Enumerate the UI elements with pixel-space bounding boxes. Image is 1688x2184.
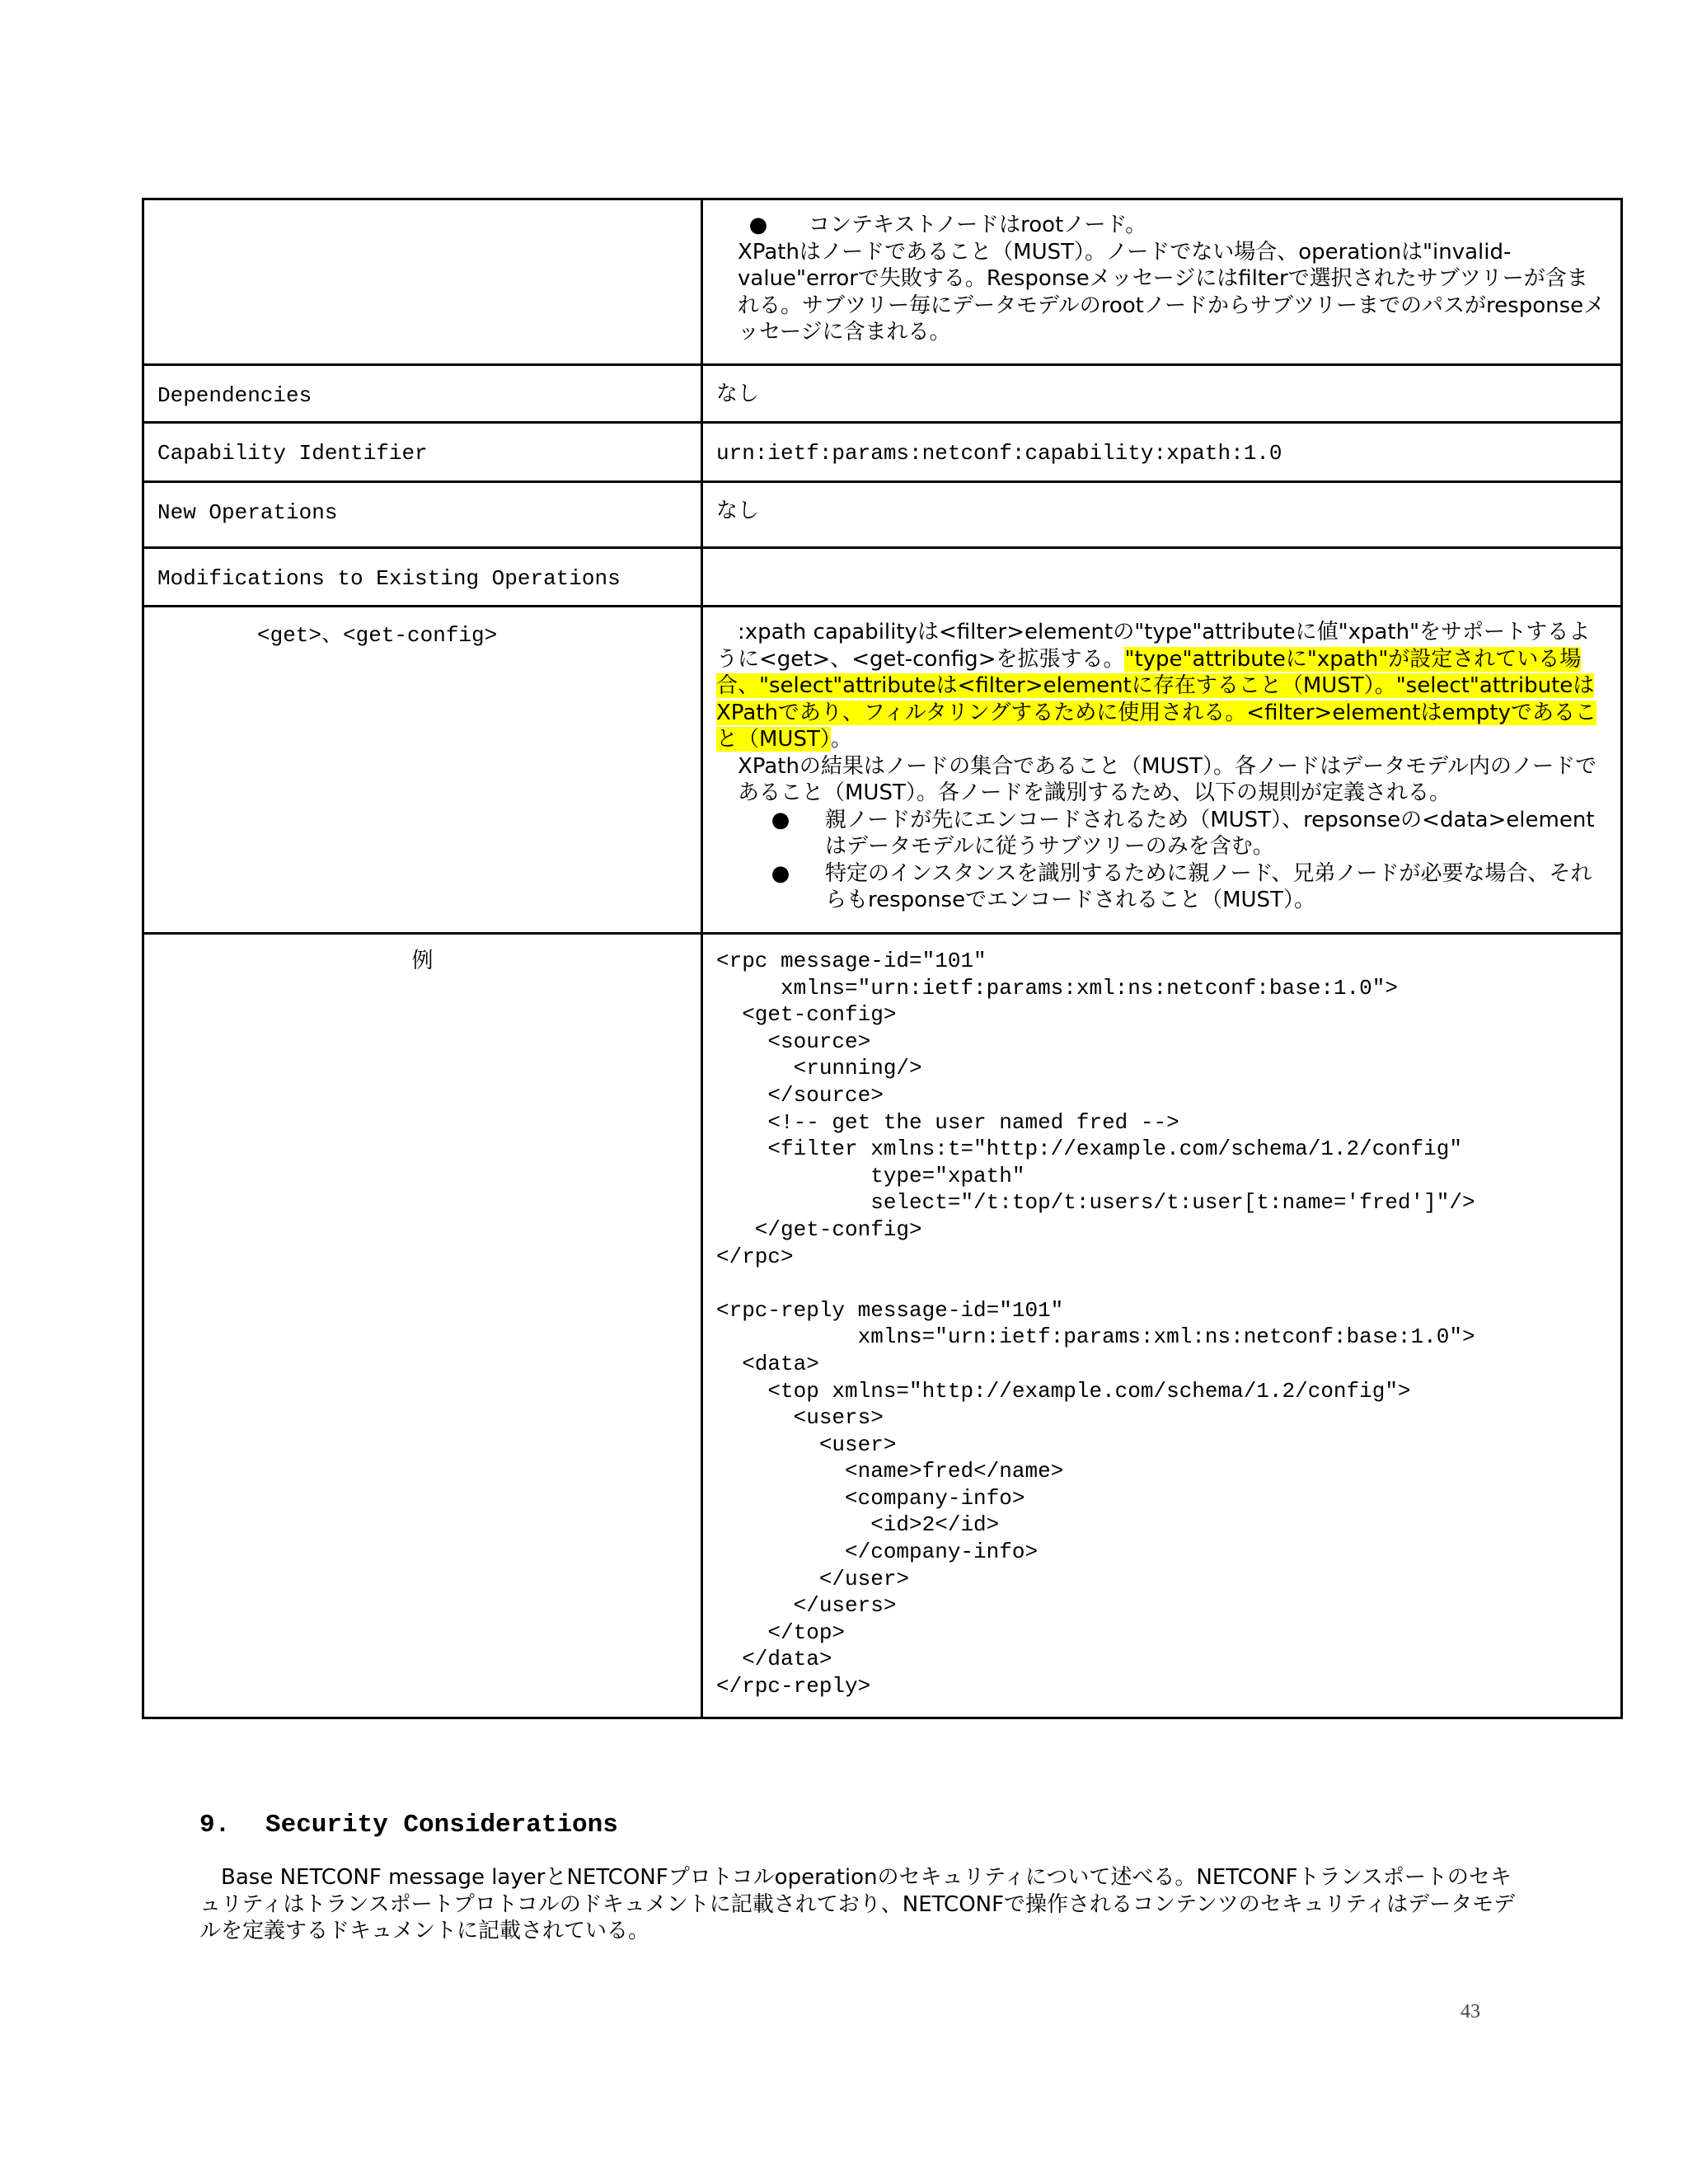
table-row bbox=[143, 482, 1622, 548]
paragraph: XPathはノードであること（MUST）。ノードでない場合、operationは"invalid-value"errorで失敗する。Responseメッセージにはfilterで選択されたサブツリーが含まれる。サブツリー毎にデータモデルのrootノードからサブツリーまでのパスがresponseメッセージに含まれる。 bbox=[738, 239, 1606, 344]
table-cell bbox=[702, 548, 1622, 607]
table-cell-empty bbox=[143, 199, 702, 365]
table-cell-label bbox=[143, 423, 702, 482]
table-cell-label bbox=[143, 607, 702, 934]
table-row bbox=[143, 934, 1622, 1718]
bullet-icon: ● bbox=[771, 807, 790, 832]
table-cell bbox=[702, 199, 1622, 365]
dependencies-value: なし bbox=[716, 382, 760, 406]
dependencies-label: Dependencies bbox=[157, 383, 312, 408]
example-label: 例 bbox=[411, 949, 434, 973]
table-row bbox=[143, 365, 1622, 423]
bullet-text: 特定のインスタンスを識別するために親ノード、兄弟ノードが必要な場合、それらもresponseでエンコードされること（MUST）。 bbox=[825, 860, 1592, 912]
section-paragraph bbox=[199, 1864, 1518, 1945]
get-ops-paragraph bbox=[716, 619, 1607, 753]
xml-example-code: <rpc message-id="101" xmlns="urn:ietf:params:xml:ns:netconf:base:1.0"> <get-config> <source> <running/> </source> <!-- get the user named fred --> <filter xmlns:t="http://example.com/schema/1.2/config" type="xpath" select="/t:top/t:users/t:user[t:name='fred']"/> </get-config> </rpc> <rpc-reply message-id="101" xmlns="urn:ietf:params:xml:ns:netconf:base:1.0"> <data> <top xmlns="http://example.com/schema/1.2/config"> <users> <user> <name>fred</name> <company-info> <id>2</id> </company-info> </user> </users> </top> </data> </rpc-reply> bbox=[716, 949, 1475, 1699]
table-cell-label bbox=[143, 365, 702, 423]
bullet-icon: ● bbox=[771, 860, 790, 886]
new-operations-value: なし bbox=[716, 499, 760, 523]
bullet-text: 親ノードが先にエンコードされるため（MUST）、repsonseの<data>elementはデータモデルに従うサブツリーのみを含む。 bbox=[825, 807, 1595, 859]
table-row bbox=[143, 548, 1622, 607]
section-number: 9. bbox=[199, 1811, 231, 1840]
table-cell bbox=[702, 934, 1622, 1718]
table-row bbox=[143, 199, 1622, 365]
capability-label: Capability Identifier bbox=[157, 441, 428, 466]
page-number: 43 bbox=[1461, 2001, 1480, 2022]
table-row bbox=[143, 607, 1622, 934]
section-title: Security Considerations bbox=[265, 1811, 618, 1840]
bullet-item bbox=[716, 807, 1607, 860]
get-ops-label: <get>、<get-config> bbox=[257, 623, 498, 648]
table-cell bbox=[702, 423, 1622, 482]
table-cell-label bbox=[143, 934, 702, 1718]
capability-spec-table bbox=[142, 198, 1623, 1719]
bullet-icon: ● bbox=[748, 213, 768, 237]
table-cell bbox=[702, 365, 1622, 423]
bullet-item bbox=[716, 860, 1607, 914]
paragraph-text: :xpath capabilityは<filter>elementの"type"attributeに値"xpath"をサポートするように<get>、<get-config>を拡張する。 bbox=[716, 620, 1591, 672]
xpath-result-paragraph: XPathの結果はノードの集合であること（MUST）。各ノードはデータモデル内のノードであること（MUST）。各ノードを識別するため、以下の規則が定義される。 bbox=[738, 753, 1597, 805]
table-cell-label bbox=[143, 482, 702, 548]
paragraph-text: Base NETCONF message layerとNETCONFプロトコルoperationのセキュリティについて述べる。NETCONFトランスポートのセキュリティはトランスポートプロトコルのドキュメントに記載されており、NETCONFで操作されるコンテンツのセキュリティはデータモデルを定義するドキュメントに記載されている。 bbox=[199, 1865, 1516, 1943]
section-heading bbox=[199, 1811, 618, 1840]
paragraph-end: 。 bbox=[830, 727, 852, 752]
new-operations-label: New Operations bbox=[157, 500, 338, 525]
table-cell-label bbox=[143, 548, 702, 607]
table-cell bbox=[702, 607, 1622, 934]
modifications-label: Modifications to Existing Operations bbox=[157, 566, 621, 591]
bullet-item bbox=[716, 212, 1607, 239]
modifications-value bbox=[703, 549, 1620, 570]
capability-value: urn:ietf:params:netconf:capability:xpath:1.0 bbox=[716, 441, 1282, 466]
highlighted-text: "type"attributeに"xpath"が設定されている場合、"select"attributeは<filter>elementに存在すること（MUST）。"select"attributeはXPathであり、フィルタリングするために使用される。<filter>elementはemptyであること（MUST） bbox=[716, 646, 1597, 752]
bullet-text: コンテキストノードはrootノード。 bbox=[809, 213, 1147, 237]
table-row bbox=[143, 423, 1622, 482]
table-cell bbox=[702, 482, 1622, 548]
